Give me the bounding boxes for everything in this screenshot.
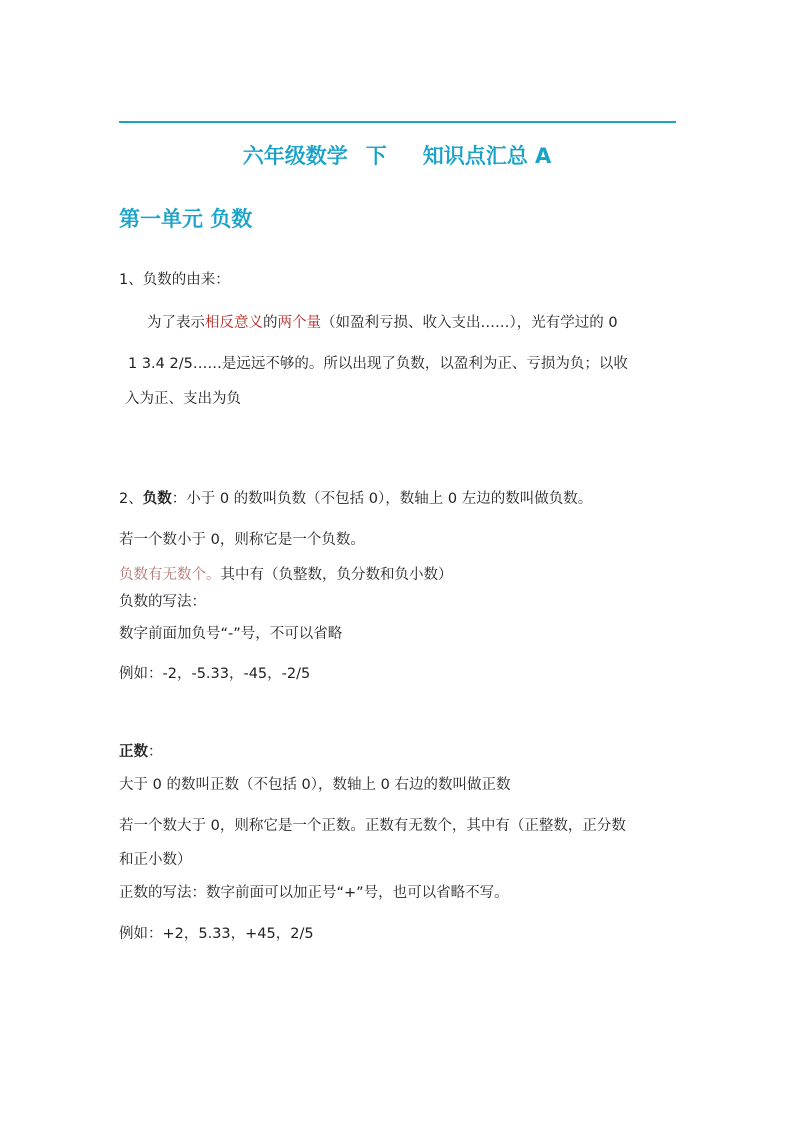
header-rule <box>119 121 676 123</box>
section3-heading: 正数： <box>119 744 163 760</box>
section2-infinite: 负数有无数个。其中有（负整数，负分数和负小数） <box>119 567 453 583</box>
section2-definition: 2、负数：小于 0 的数叫负数（不包括 0），数轴上 0 左边的数叫做负数。 <box>119 491 593 507</box>
section2-example: 例如：-2，-5.33，-45，-2/5 <box>119 666 311 682</box>
section3-rule-line2: 和正小数） <box>119 852 192 868</box>
title-part-grade: 六年级数学 <box>242 144 348 168</box>
section2-writing-rule: 数字前面加负号“-”号，不可以省略 <box>119 626 343 642</box>
section3-rule-line1: 若一个数大于 0，则称它是一个正数。正数有无数个，其中有（正整数，正分数 <box>119 818 626 834</box>
section3-definition: 大于 0 的数叫正数（不包括 0），数轴上 0 右边的数叫做正数 <box>119 777 511 793</box>
highlight-two-quantities: 两个量 <box>277 315 321 331</box>
highlight-opposite-meaning: 相反意义 <box>205 315 263 331</box>
section1-line2: 1 3.4 2/5……是远远不够的。所以出现了负数，以盈利为正、亏损为负；以收 <box>128 356 628 372</box>
highlight-infinite-negatives: 负数有无数个。 <box>119 567 221 583</box>
page-title <box>0 140 794 170</box>
section3-example: 例如：+2，5.33，+45，2/5 <box>119 926 314 942</box>
unit-title: 第一单元 负数 <box>119 207 253 231</box>
term-negative: 负数 <box>142 491 172 507</box>
section1-heading: 1、负数的由来： <box>119 272 230 288</box>
section1-line1: 为了表示相反意义的两个量（如盈利亏损、收入支出……），光有学过的 0 <box>147 315 618 331</box>
title-part-volume: 下 <box>365 144 387 168</box>
section3-writing: 正数的写法：数字前面可以加正号“+”号，也可以省略不写。 <box>119 885 509 901</box>
section1-line3: 入为正、支出为负 <box>125 391 241 407</box>
section2-rule: 若一个数小于 0，则称它是一个负数。 <box>119 532 365 548</box>
title-part-summary: 知识点汇总 A <box>422 144 552 168</box>
section2-writing-heading: 负数的写法： <box>119 594 206 610</box>
term-positive: 正数 <box>119 744 148 760</box>
